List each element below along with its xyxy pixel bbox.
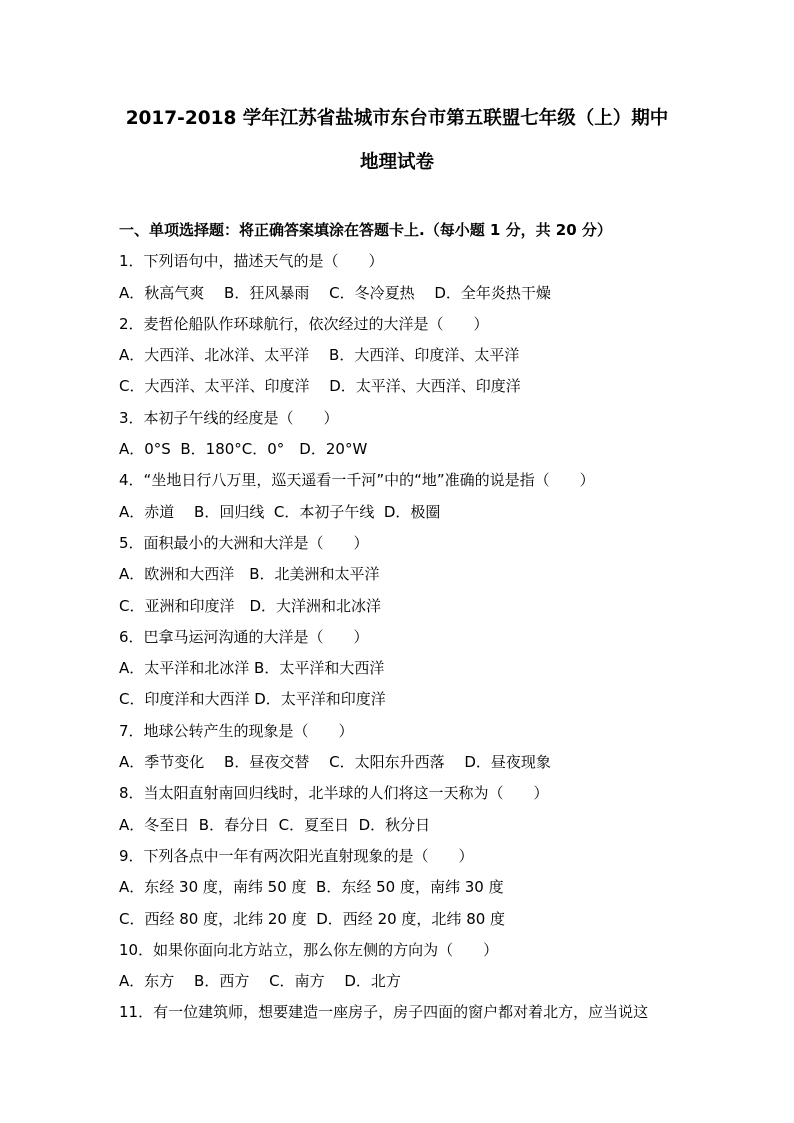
question-5-options-cd: C．亚洲和印度洋 D．大洋洲和北冰洋: [119, 596, 382, 615]
question-11: 11．有一位建筑师，想要建造一座房子，房子四面的窗户都对着北方，应当说这: [119, 1003, 649, 1022]
question-1: 1．下列语句中，描述天气的是（ ）: [119, 252, 384, 271]
question-6: 6．巴拿马运河沟通的大洋是（ ）: [119, 627, 369, 646]
question-5-options-ab: A．欧洲和大西洋 B．北美洲和太平洋: [119, 565, 380, 584]
question-10-options: A．东方 B．西方 C．南方 D．北方: [119, 972, 401, 991]
question-3-options: A．0°S B．180°C．0° D．20°W: [119, 440, 368, 459]
question-4-options: A．赤道 B．回归线 C．本初子午线 D．极圈: [119, 502, 441, 521]
exam-title-line-2: 地理试卷: [359, 152, 434, 173]
exam-title-line-1: 2017-2018 学年江苏省盐城市东台市第五联盟七年级（上）期中: [125, 108, 669, 129]
question-9-options-ab: A．东经 30 度，南纬 50 度 B．东经 50 度，南纬 30 度: [119, 878, 504, 897]
question-7-options: A．季节变化 B．昼夜交替 C．太阳东升西落 D．昼夜现象: [119, 753, 551, 772]
question-2: 2．麦哲伦船队作环球航行，依次经过的大洋是（ ）: [119, 314, 489, 333]
question-10: 10．如果你面向北方站立，那么你左侧的方向为（ ）: [119, 940, 499, 959]
question-6-options-ab: A．太平洋和北冰洋 B．太平洋和大西洋: [119, 659, 385, 678]
question-1-options: A．秋高气爽 B．狂风暴雨 C．冬冷夏热 D．全年炎热干燥: [119, 283, 551, 302]
exam-content: [119, 215, 699, 1029]
question-3: 3．本初子午线的经度是（ ）: [119, 408, 339, 427]
question-6-options-cd: C．印度洋和大西洋 D．太平洋和印度洋: [119, 690, 386, 709]
question-5: 5．面积最小的大洲和大洋是（ ）: [119, 533, 369, 552]
question-4: 4．“坐地日行八万里，巡天遥看一千河”中的“地”准确的说是指（ ）: [119, 471, 595, 490]
question-9-options-cd: C．西经 80 度，北纬 20 度 D．西经 20 度，北纬 80 度: [119, 909, 506, 928]
question-2-options-ab: A．大西洋、北冰洋、太平洋 B．大西洋、印度洋、太平洋: [119, 346, 520, 365]
question-2-options-cd: C．大西洋、太平洋、印度洋 D．太平洋、大西洋、印度洋: [119, 377, 521, 396]
question-8: 8．当太阳直射南回归线时，北半球的人们将这一天称为（ ）: [119, 784, 549, 803]
question-8-options: A．冬至日 B．春分日 C．夏至日 D．秋分日: [119, 815, 431, 834]
question-9: 9．下列各点中一年有两次阳光直射现象的是（ ）: [119, 846, 474, 865]
question-7: 7．地球公转产生的现象是（ ）: [119, 721, 354, 740]
section-heading: 一、单项选择题：将正确答案填涂在答题卡上.（每小题 1 分，共 20 分）: [119, 221, 612, 239]
